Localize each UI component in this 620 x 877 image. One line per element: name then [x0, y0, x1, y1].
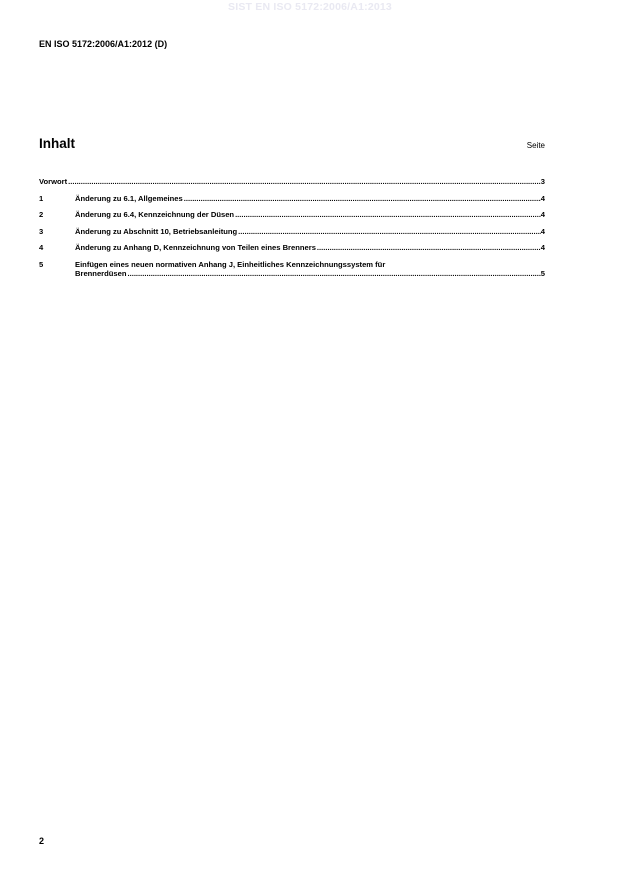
toc-entry-text-line2: Brennerdüsen: [75, 268, 127, 278]
page-column-label: Seite: [526, 141, 545, 150]
document-identifier: EN ISO 5172:2006/A1:2012 (D): [39, 39, 168, 49]
toc-entry-number: 2: [39, 210, 44, 219]
toc-entry-page: 4: [540, 243, 545, 252]
toc-entry-5[interactable]: [39, 260, 545, 278]
toc-entry-3[interactable]: [39, 227, 545, 236]
toc-entry-text: Änderung zu 6.4, Kennzeichnung der Düsen: [75, 210, 235, 219]
toc-entry-page: 5: [540, 268, 545, 278]
leader-dots: [184, 194, 541, 203]
leader-dots: [68, 177, 541, 186]
toc-entry-text: Vorwort: [39, 177, 68, 186]
toc-entry-number: 3: [39, 226, 44, 236]
toc-entry-number: 1: [39, 193, 44, 203]
toc-entry-text: Änderung zu 6.1, Allgemeines: [75, 193, 183, 203]
leader-dots: [317, 243, 541, 252]
leader-dots: [235, 210, 541, 219]
toc-entry-page: 4: [540, 210, 545, 219]
table-of-contents: [39, 177, 545, 285]
page-number: 2: [39, 836, 45, 846]
toc-entry-vorwort[interactable]: [39, 177, 545, 186]
toc-entry-1[interactable]: [39, 194, 545, 203]
toc-entry-text-line1: Einfügen eines neuen normativen Anhang J, Einheitliches Kennzeichnungssystem für: [75, 259, 386, 269]
toc-entry-number: 5: [39, 259, 44, 269]
toc-entry-page: 4: [540, 193, 545, 203]
toc-entry-page: 4: [540, 226, 545, 236]
watermark: SIST EN ISO 5172:2006/A1:2013: [228, 1, 392, 13]
toc-entry-2[interactable]: [39, 210, 545, 219]
toc-entry-number: 4: [39, 243, 44, 252]
toc-title: Inhalt: [39, 136, 75, 151]
toc-entry-page: 3: [540, 177, 545, 186]
toc-entry-4[interactable]: [39, 243, 545, 252]
toc-entry-text: Änderung zu Anhang D, Kennzeichnung von Teilen eines Brenners: [75, 243, 316, 252]
toc-entry-text: Änderung zu Abschnitt 10, Betriebsanleitung: [75, 226, 238, 236]
leader-dots: [238, 227, 541, 236]
leader-dots: [127, 269, 540, 278]
